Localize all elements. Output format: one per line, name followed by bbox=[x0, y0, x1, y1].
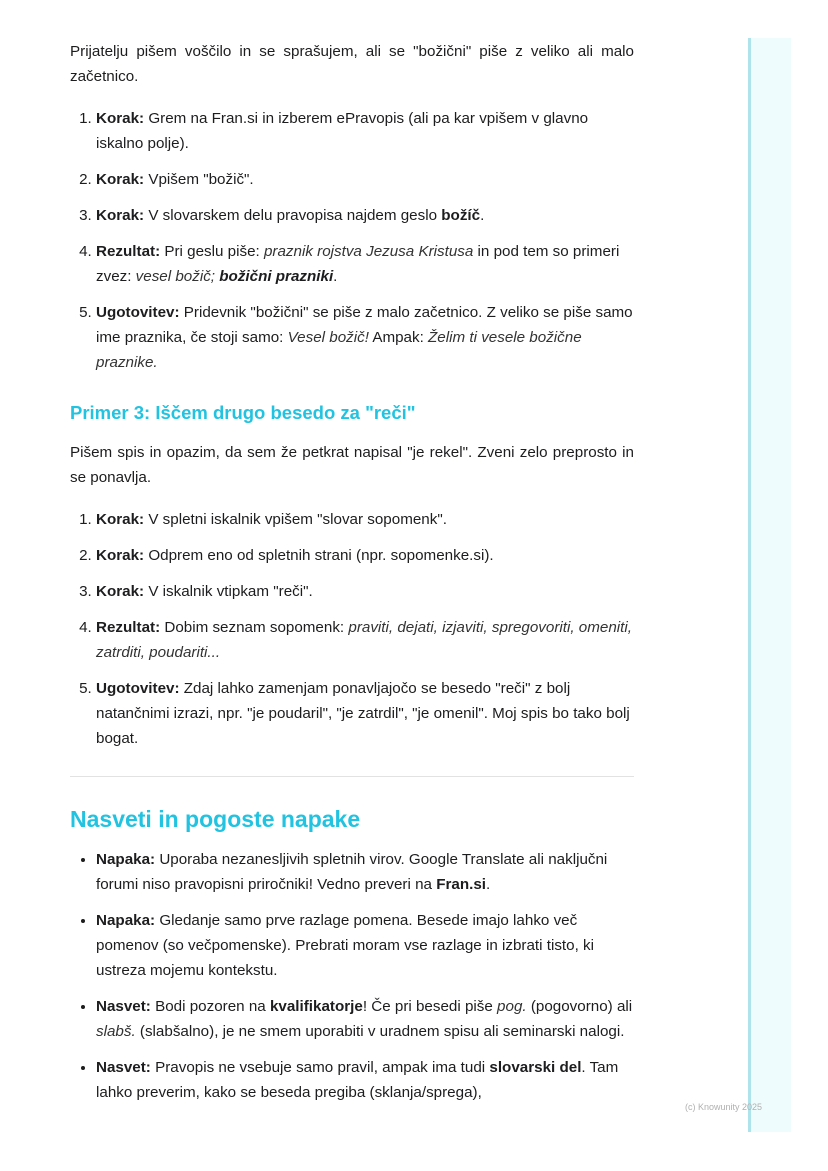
emphasis-text: vesel božič; bbox=[135, 268, 220, 285]
list-item bbox=[96, 167, 634, 192]
emphasis-text: Napaka: bbox=[96, 912, 156, 929]
text-span: (pogovorno) ali bbox=[526, 998, 633, 1015]
emphasis-text: Želim ti vesele božične praznike. bbox=[96, 329, 582, 371]
text-span: . bbox=[480, 207, 485, 224]
example3-intro bbox=[70, 440, 634, 490]
emphasis-text: Rezultat: bbox=[96, 243, 161, 260]
document-content bbox=[70, 39, 634, 1116]
example3-steps bbox=[70, 507, 634, 751]
text-span: V spletni iskalnik vpišem "slovar sopomenk". bbox=[144, 511, 447, 528]
emphasis-text: božični prazniki bbox=[219, 268, 334, 285]
text-span: Pišem spis in opazim, da sem že petkrat napisal "je rekel". Zveni zelo preprosto in se ponavlja. bbox=[70, 444, 634, 486]
text-span: Gledanje samo prve razlage pomena. Besede imajo lahko več pomenov (so večpomenske). Prebrati moram vse razlage in izbrati tisto, ki ustreza mojemu kontekstu. bbox=[96, 912, 595, 979]
text-span: in pod tem so primeri zvez: bbox=[96, 243, 620, 285]
emphasis-text: Korak: bbox=[96, 583, 145, 600]
emphasis-text: slovarski del bbox=[489, 1059, 582, 1076]
emphasis-text: praznik rojstva Jezusa Kristusa bbox=[263, 243, 474, 260]
list-item bbox=[96, 615, 634, 665]
text-span: ! Če pri besedi piše bbox=[362, 998, 498, 1015]
emphasis-text: Rezultat: bbox=[96, 619, 161, 636]
list-item bbox=[96, 579, 634, 604]
text-span: Pri geslu piše: bbox=[160, 243, 264, 260]
list-item bbox=[96, 106, 634, 156]
emphasis-text: Korak: bbox=[96, 207, 145, 224]
emphasis-text: Nasvet: bbox=[96, 1059, 151, 1076]
list-item bbox=[96, 1055, 634, 1105]
tips-list bbox=[70, 847, 634, 1105]
text-span: V slovarskem delu pravopisa najdem geslo bbox=[144, 207, 442, 224]
text-span: Odprem eno od spletnih strani (npr. sopomenke.si). bbox=[144, 547, 494, 564]
text-span: . bbox=[333, 268, 338, 285]
list-item bbox=[96, 300, 634, 375]
list-item bbox=[96, 908, 634, 983]
emphasis-text: slabš. bbox=[96, 1023, 136, 1040]
text-span: Grem na Fran.si in izberem ePravopis (ali pa kar vpišem v glavno iskalno polje). bbox=[96, 110, 589, 152]
emphasis-text: Vesel božič! bbox=[287, 329, 369, 346]
emphasis-text: Korak: bbox=[96, 171, 145, 188]
emphasis-text: Ugotovitev: bbox=[96, 304, 180, 321]
emphasis-text: Fran.si bbox=[436, 876, 487, 893]
list-item bbox=[96, 203, 634, 228]
list-item bbox=[96, 239, 634, 289]
text-span: V iskalnik vtipkam "reči". bbox=[144, 583, 313, 600]
tips-heading: Nasveti in pogoste napake bbox=[70, 806, 361, 832]
text-span: Uporaba nezanesljivih spletnih virov. Google Translate ali naključni forumi niso pravopisni priročniki! Vedno preveri na bbox=[96, 851, 608, 893]
list-item bbox=[96, 676, 634, 751]
text-span: Ampak: bbox=[368, 329, 429, 346]
intro-paragraph bbox=[70, 39, 634, 89]
example3-heading: Primer 3: Iščem drugo besedo za "reči" bbox=[70, 402, 416, 423]
emphasis-text: Nasvet: bbox=[96, 998, 151, 1015]
emphasis-text: Napaka: bbox=[96, 851, 156, 868]
text-span: Vpišem "božič". bbox=[144, 171, 254, 188]
text-span: . Tam lahko preverim, kako se beseda pregiba (sklanja/sprega), bbox=[96, 1059, 619, 1101]
example2-steps bbox=[70, 106, 634, 375]
emphasis-text: božíč bbox=[441, 207, 481, 224]
emphasis-text: pog. bbox=[497, 998, 527, 1015]
emphasis-text: Korak: bbox=[96, 511, 145, 528]
list-item bbox=[96, 994, 634, 1044]
text-span: Pridevnik "božični" se piše z malo začetnico. Z veliko se piše samo ime praznika, če stoji samo: bbox=[96, 304, 633, 346]
emphasis-text: Korak: bbox=[96, 547, 145, 564]
text-span: (slabšalno), je ne smem uporabiti v uradnem spisu ali seminarski nalogi. bbox=[135, 1023, 625, 1040]
emphasis-text: Korak: bbox=[96, 110, 145, 127]
text-span: Zdaj lahko zamenjam ponavljajočo se besedo "reči" z bolj natančnimi izrazi, npr. "je poudaril", "je zatrdil", "je omenil". Moj spis bo tako bolj bogat. bbox=[96, 680, 630, 747]
sidebar-panel bbox=[748, 38, 791, 1132]
copyright-footer: (c) Knowunity 2025 bbox=[685, 1102, 763, 1112]
text-span: Pravopis ne vsebuje samo pravil, ampak ima tudi bbox=[150, 1059, 490, 1076]
text-span: Prijatelju pišem voščilo in se sprašujem, ali se "božični" piše z veliko ali malo začetnico. bbox=[70, 43, 634, 85]
text-span: Dobim seznam sopomenk: bbox=[160, 619, 349, 636]
list-item bbox=[96, 543, 634, 568]
emphasis-text: Ugotovitev: bbox=[96, 680, 180, 697]
divider bbox=[70, 776, 634, 777]
text-span: Bodi pozoren na bbox=[150, 998, 270, 1015]
text-span: . bbox=[486, 876, 491, 893]
list-item bbox=[96, 847, 634, 897]
list-item bbox=[96, 507, 634, 532]
emphasis-text: praviti, dejati, izjaviti, spregovoriti, omeniti, zatrditi, poudariti... bbox=[96, 619, 632, 661]
emphasis-text: kvalifikatorje bbox=[269, 998, 363, 1015]
